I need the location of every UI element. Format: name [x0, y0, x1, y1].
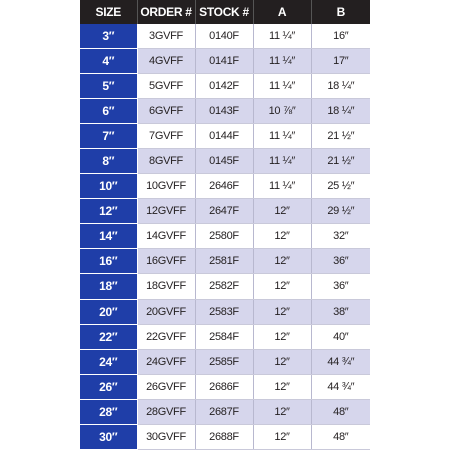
dimension-b-cell: 44 ¾″: [311, 374, 370, 399]
dimension-a-cell: 11 ¼″: [253, 74, 311, 99]
stock-number-cell: 2584F: [195, 324, 253, 349]
stock-number-cell: 2582F: [195, 274, 253, 299]
stock-number-cell: 0143F: [195, 99, 253, 124]
order-number-cell: 10GVFF: [137, 174, 195, 199]
table-row: [80, 149, 370, 174]
order-number-cell: 4GVFF: [137, 49, 195, 74]
table-row: [80, 199, 370, 224]
order-number-cell: 8GVFF: [137, 149, 195, 174]
table-body: [80, 24, 370, 450]
header-order-number: ORDER #: [137, 0, 195, 24]
size-cell: 4″: [80, 49, 137, 74]
dimension-a-cell: 12″: [253, 224, 311, 249]
table-row: [80, 424, 370, 449]
header-dimension-b: B: [311, 0, 370, 24]
size-cell: 20″: [80, 299, 137, 324]
order-number-cell: 12GVFF: [137, 199, 195, 224]
header-stock-number: STOCK #: [195, 0, 253, 24]
dimension-a-cell: 12″: [253, 324, 311, 349]
dimension-b-cell: 16″: [311, 24, 370, 49]
stock-number-cell: 2581F: [195, 249, 253, 274]
table-row: [80, 249, 370, 274]
stock-number-cell: 2647F: [195, 199, 253, 224]
dimension-a-cell: 11 ¼″: [253, 124, 311, 149]
dimension-b-cell: 18 ¼″: [311, 74, 370, 99]
order-number-cell: 16GVFF: [137, 249, 195, 274]
size-cell: 30″: [80, 424, 137, 449]
table-row: [80, 74, 370, 99]
stock-number-cell: 0141F: [195, 49, 253, 74]
header-row: [80, 0, 370, 24]
dimension-a-cell: 12″: [253, 424, 311, 449]
dimension-a-cell: 12″: [253, 274, 311, 299]
dimension-a-cell: 12″: [253, 249, 311, 274]
spec-table: [80, 0, 370, 450]
order-number-cell: 22GVFF: [137, 324, 195, 349]
dimension-b-cell: 32″: [311, 224, 370, 249]
order-number-cell: 24GVFF: [137, 349, 195, 374]
order-number-cell: 6GVFF: [137, 99, 195, 124]
stock-number-cell: 2646F: [195, 174, 253, 199]
stock-number-cell: 0140F: [195, 24, 253, 49]
dimension-b-cell: 48″: [311, 424, 370, 449]
dimension-a-cell: 12″: [253, 299, 311, 324]
order-number-cell: 14GVFF: [137, 224, 195, 249]
order-number-cell: 3GVFF: [137, 24, 195, 49]
dimension-a-cell: 11 ¼″: [253, 149, 311, 174]
table-header: [80, 0, 370, 24]
dimension-a-cell: 12″: [253, 399, 311, 424]
dimension-b-cell: 38″: [311, 299, 370, 324]
order-number-cell: 28GVFF: [137, 399, 195, 424]
table-row: [80, 224, 370, 249]
size-cell: 16″: [80, 249, 137, 274]
order-number-cell: 18GVFF: [137, 274, 195, 299]
table-row: [80, 399, 370, 424]
table-row: [80, 124, 370, 149]
dimension-a-cell: 10 ⅞″: [253, 99, 311, 124]
order-number-cell: 5GVFF: [137, 74, 195, 99]
table-row: [80, 49, 370, 74]
size-cell: 7″: [80, 124, 137, 149]
size-cell: 28″: [80, 399, 137, 424]
order-number-cell: 26GVFF: [137, 374, 195, 399]
dimension-b-cell: 18 ¼″: [311, 99, 370, 124]
dimension-b-cell: 25 ½″: [311, 174, 370, 199]
stock-number-cell: 0145F: [195, 149, 253, 174]
dimension-a-cell: 12″: [253, 349, 311, 374]
dimension-b-cell: 36″: [311, 274, 370, 299]
stock-number-cell: 2686F: [195, 374, 253, 399]
dimension-b-cell: 36″: [311, 249, 370, 274]
size-cell: 3″: [80, 24, 137, 49]
dimension-b-cell: 29 ½″: [311, 199, 370, 224]
size-cell: 26″: [80, 374, 137, 399]
table-row: [80, 299, 370, 324]
table-row: [80, 274, 370, 299]
dimension-a-cell: 11 ¼″: [253, 49, 311, 74]
dimension-b-cell: 40″: [311, 324, 370, 349]
table-row: [80, 349, 370, 374]
stock-number-cell: 0144F: [195, 124, 253, 149]
size-cell: 10″: [80, 174, 137, 199]
table-row: [80, 324, 370, 349]
header-dimension-a: A: [253, 0, 311, 24]
table-row: [80, 174, 370, 199]
dimension-a-cell: 12″: [253, 199, 311, 224]
stock-number-cell: 2687F: [195, 399, 253, 424]
dimension-b-cell: 44 ¾″: [311, 349, 370, 374]
dimension-b-cell: 48″: [311, 399, 370, 424]
table-row: [80, 24, 370, 49]
size-cell: 12″: [80, 199, 137, 224]
size-cell: 14″: [80, 224, 137, 249]
stock-number-cell: 2580F: [195, 224, 253, 249]
dimension-a-cell: 12″: [253, 374, 311, 399]
size-cell: 24″: [80, 349, 137, 374]
size-cell: 6″: [80, 99, 137, 124]
stock-number-cell: 0142F: [195, 74, 253, 99]
dimension-a-cell: 11 ¼″: [253, 174, 311, 199]
size-cell: 8″: [80, 149, 137, 174]
table-row: [80, 374, 370, 399]
size-cell: 18″: [80, 274, 137, 299]
stock-number-cell: 2585F: [195, 349, 253, 374]
order-number-cell: 20GVFF: [137, 299, 195, 324]
dimension-b-cell: 17″: [311, 49, 370, 74]
size-cell: 5″: [80, 74, 137, 99]
order-number-cell: 7GVFF: [137, 124, 195, 149]
size-cell: 22″: [80, 324, 137, 349]
order-number-cell: 30GVFF: [137, 424, 195, 449]
table-row: [80, 99, 370, 124]
dimension-b-cell: 21 ½″: [311, 124, 370, 149]
header-size: SIZE: [80, 0, 137, 24]
stock-number-cell: 2688F: [195, 424, 253, 449]
dimension-b-cell: 21 ½″: [311, 149, 370, 174]
dimension-a-cell: 11 ¼″: [253, 24, 311, 49]
stock-number-cell: 2583F: [195, 299, 253, 324]
